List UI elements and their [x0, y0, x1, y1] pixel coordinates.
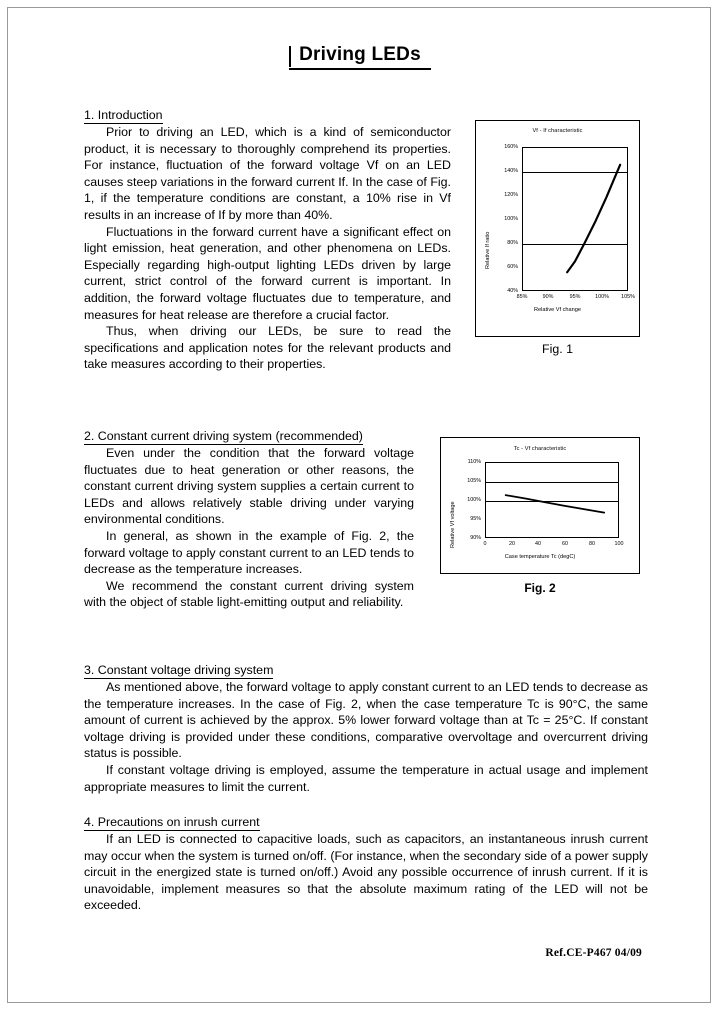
- section-4-heading-wrapper: [84, 813, 260, 831]
- figure-1-x-tick-1: 90%: [542, 294, 554, 300]
- section-2-heading-wrapper: [84, 427, 363, 445]
- figure-2-caption: Fig. 2: [524, 581, 556, 595]
- figure-1-y-tick-6: 40%: [507, 288, 518, 294]
- section-1-paragraph-3: Thus, when driving our LEDs, be sure to read the specifications and application notes for the relevant products and take measures according to their properties.: [84, 324, 451, 372]
- figure-2-x-tick-0: 0: [483, 541, 487, 547]
- page-content: [72, 0, 648, 1012]
- figure-2-x-tick-3: 60: [562, 541, 568, 547]
- figure-2-series-line: [486, 463, 618, 537]
- section-1-heading-wrapper: [84, 106, 163, 124]
- figure-2-x-tick-4: 80: [589, 541, 595, 547]
- figure-1-chart-title: Vf - If characteristic: [532, 128, 583, 134]
- figure-2-frame: [440, 437, 640, 574]
- figure-2-y-tick-1: 105%: [467, 478, 481, 484]
- figure-1-series-line: [523, 148, 627, 290]
- section-1-paragraph-2: Fluctuations in the forward current have a significant effect on light emission, heat generation, and other phenomena on LEDs. Especially regarding high-output lighting LEDs driven by large current, strict control of the forward current is important. In addition, the forward voltage fluctuates due to temperature, and measures for heat release are therefore a crucial factor.: [84, 224, 451, 322]
- figure-1-y-tick-1: 140%: [504, 168, 518, 174]
- section-2-heading: 2. Constant current driving system (recommended): [84, 429, 363, 443]
- section-4-paragraph-1: If an LED is connected to capacitive loads, such as capacitors, an instantaneous inrush current may occur when the system is turned on/off. (For instance, when the secondary side of a power supply circuit in the energized state is turned on/off.) Avoid any possible occurrence of inrush current. If it is unavoidable, implement measures so that the absolute maximum rating of the LED will not be exceeded.: [84, 832, 648, 913]
- figure-1-plot-area: [522, 147, 628, 291]
- figure-1-y-tick-4: 80%: [507, 240, 518, 246]
- figure-1-x-axis-label: Relative Vf change: [534, 307, 581, 313]
- figure-1-y-axis-label: Relative If ratio: [485, 231, 491, 269]
- section-4-body: [84, 831, 648, 914]
- section-3-body: [84, 679, 648, 795]
- section-2-paragraph-1: Even under the condition that the forward voltage fluctuates due to heat generation or other reasons, the constant current driving system supplies a certain current to LEDs and allows relatively stable driving under varying environmental conditions.: [84, 446, 414, 527]
- section-1-paragraph-1: Prior to driving an LED, which is a kind of semiconductor product, it is necessary to thoroughly comprehend its properties. For instance, fluctuation of the forward voltage Vf on an LED causes steep variations in the forward current If. In the case of Fig. 1, if the temperature conditions are constant, a 10% rise in Vf results in an increase of If by more than 40%.: [84, 125, 451, 222]
- section-4-heading: 4. Precautions on inrush current: [84, 815, 260, 829]
- figure-1-frame: [475, 120, 640, 337]
- figure-1-caption: Fig. 1: [542, 342, 573, 356]
- figure-1-x-tick-2: 95%: [569, 294, 581, 300]
- figure-2-plot-area: [485, 462, 619, 538]
- figure-1-x-tick-0: 85%: [516, 294, 528, 300]
- figure-1-y-tick-3: 100%: [504, 216, 518, 222]
- figure-2-x-axis-label: Case temperature Tc (degC): [504, 554, 576, 560]
- figure-2-y-tick-4: 90%: [470, 535, 481, 541]
- section-3-paragraph-1: As mentioned above, the forward voltage to apply constant current to an LED tends to decrease as the temperature increases. In the case of Fig. 2, when the case temperature Tc is 90°C, the same amount of current is achieved by the approx. 5% lower forward voltage than at Tc = 25°C. If constant voltage driving is provided under these conditions, comparative overvoltage and overcurrent driving status is possible.: [84, 680, 648, 761]
- figure-2-x-tick-2: 40: [535, 541, 541, 547]
- section-3-paragraph-2: If constant voltage driving is employed, assume the temperature in actual usage and implement appropriate measures to limit the current.: [84, 762, 648, 794]
- page-title: Driving LEDs: [289, 44, 431, 70]
- section-2-body: [84, 445, 414, 611]
- figure-1-x-tick-3: 100%: [595, 294, 609, 300]
- figure-2-y-tick-2: 100%: [467, 497, 481, 503]
- section-3-heading: 3. Constant voltage driving system: [84, 663, 274, 677]
- section-2-paragraph-2: In general, as shown in the example of Fig. 2, the forward voltage to apply constant current to an LED tends to decrease as the temperature increases.: [84, 528, 414, 577]
- section-2-paragraph-3: We recommend the constant current driving system with the object of stable light-emitting output and reliability.: [84, 578, 414, 610]
- section-1-heading: 1. Introduction: [84, 108, 163, 122]
- section-3-heading-wrapper: [84, 661, 273, 679]
- figure-1-y-tick-5: 60%: [507, 264, 518, 270]
- section-1-body: [84, 124, 451, 373]
- page-title-wrapper: [72, 44, 648, 70]
- figure-1-y-tick-2: 120%: [504, 192, 518, 198]
- figure-2-y-tick-0: 110%: [467, 459, 481, 465]
- figure-2-y-tick-3: 95%: [470, 516, 481, 522]
- figure-2-x-tick-5: 100: [614, 541, 624, 547]
- figure-2-x-tick-1: 20: [509, 541, 515, 547]
- footer-reference: Ref.CE-P467 04/09: [545, 947, 642, 959]
- figure-2-y-axis-label: Relative Vf voltage: [450, 501, 456, 548]
- figure-2-chart-title: Tc - Vf characteristic: [513, 446, 567, 452]
- figure-1-y-tick-0: 160%: [504, 144, 518, 150]
- figure-1-x-tick-4: 105%: [621, 294, 635, 300]
